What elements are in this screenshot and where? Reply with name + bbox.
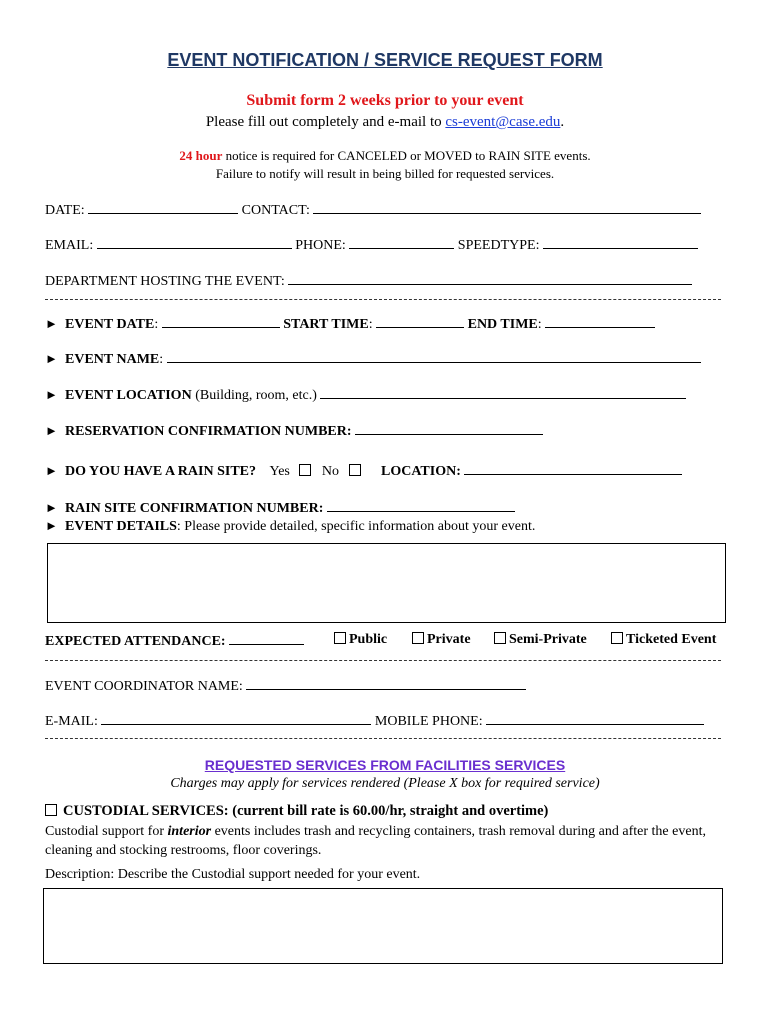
- location-label: LOCATION:: [381, 464, 461, 479]
- reservation-field[interactable]: [355, 422, 543, 435]
- custodial-description-box[interactable]: [43, 888, 723, 964]
- arrow-icon: ►: [45, 387, 58, 402]
- contact-field[interactable]: [313, 201, 701, 214]
- rain-confirmation-label: RAIN SITE CONFIRMATION NUMBER:: [65, 501, 324, 516]
- email-phone-row: [45, 236, 698, 254]
- arrow-icon: ►: [45, 423, 58, 438]
- speedtype-label: SPEEDTYPE:: [457, 238, 540, 253]
- event-details-label: EVENT DETAILS: [65, 519, 177, 534]
- event-details-box[interactable]: [47, 543, 726, 623]
- custodial-row: [45, 803, 548, 820]
- private-checkbox[interactable]: [412, 632, 424, 644]
- coordinator-email-field[interactable]: [101, 712, 371, 725]
- rain-location-field[interactable]: [464, 462, 682, 475]
- rain-site-question: DO YOU HAVE A RAIN SITE?: [65, 464, 256, 479]
- notice-hours: 24 hour: [179, 148, 223, 163]
- divider: [45, 299, 721, 300]
- fill-suffix: .: [560, 114, 565, 130]
- event-location-hint: (Building, room, etc.): [191, 388, 317, 403]
- yes-checkbox[interactable]: [299, 464, 311, 476]
- notice-text: notice is required for CANCELED or MOVED to RAIN SITE events.: [222, 148, 591, 163]
- end-time-label: END TIME: [467, 317, 538, 332]
- custodial-description: Custodial support for interior events includes trash and recycling containers, trash removal during and after the event, cleaning and stocking restrooms, floor coverings.: [45, 824, 706, 858]
- department-field[interactable]: [288, 272, 692, 285]
- semi-private-checkbox[interactable]: [494, 632, 506, 644]
- department-label: DEPARTMENT HOSTING THE EVENT:: [45, 274, 285, 289]
- event-date-row: ► EVENT DATE: START TIME: END TIME:: [45, 315, 655, 333]
- attendance-ticketed[interactable]: Ticketed Event: [611, 632, 716, 648]
- contact-label: CONTACT:: [241, 203, 310, 218]
- phone-field[interactable]: [349, 236, 454, 249]
- event-details-row: [45, 518, 535, 535]
- ticketed-checkbox[interactable]: [611, 632, 623, 644]
- rain-confirmation-row: [45, 499, 515, 517]
- event-name-field[interactable]: [167, 350, 701, 363]
- attendance-private[interactable]: Private: [412, 632, 471, 648]
- custodial-checkbox[interactable]: [45, 804, 57, 816]
- charges-note: Charges may apply for services rendered (Please X box for required service): [170, 776, 600, 791]
- arrow-icon: ►: [45, 463, 58, 478]
- divider: [45, 738, 721, 739]
- divider: [45, 660, 721, 661]
- speedtype-field[interactable]: [543, 236, 698, 249]
- cancel-notice: [0, 148, 770, 164]
- services-heading: REQUESTED SERVICES FROM FACILITIES SERVICES: [204, 757, 566, 773]
- date-field[interactable]: [88, 201, 238, 214]
- event-location-field[interactable]: [320, 386, 686, 399]
- reservation-row: [45, 422, 543, 440]
- interior-emphasis: interior: [167, 824, 212, 839]
- fill-instructions: [0, 114, 770, 131]
- coordinator-name-field[interactable]: [246, 677, 526, 690]
- yes-label: Yes: [269, 464, 290, 479]
- attendance-public[interactable]: Public: [334, 632, 387, 648]
- date-label: DATE:: [45, 203, 85, 218]
- fill-prefix: Please fill out completely and e-mail to: [205, 114, 446, 130]
- start-time-label: START TIME: [283, 317, 369, 332]
- mobile-phone-field[interactable]: [486, 712, 704, 725]
- coordinator-row: [45, 677, 526, 695]
- attendance-label: EXPECTED ATTENDANCE:: [45, 634, 226, 649]
- custodial-title: CUSTODIAL SERVICES: (current bill rate is 60.00/hr, straight and overtime): [63, 803, 549, 819]
- public-checkbox[interactable]: [334, 632, 346, 644]
- event-name-label: EVENT NAME: [65, 352, 160, 367]
- email-field[interactable]: [97, 236, 292, 249]
- rain-site-row: [45, 462, 682, 480]
- date-contact-row: [45, 201, 701, 219]
- mobile-phone-label: MOBILE PHONE:: [374, 714, 483, 729]
- end-time-field[interactable]: [545, 315, 655, 328]
- coordinator-email-label: E-MAIL:: [45, 714, 98, 729]
- phone-label: PHONE:: [295, 238, 346, 253]
- submit-deadline: Submit form 2 weeks prior to your event: [246, 92, 524, 109]
- email-link[interactable]: cs-event@case.edu: [445, 114, 561, 130]
- custodial-description-label: Description: Describe the Custodial support needed for your event.: [45, 867, 421, 882]
- event-date-label: EVENT DATE: [65, 317, 155, 332]
- arrow-icon: ►: [45, 500, 58, 515]
- form-title: EVENT NOTIFICATION / SERVICE REQUEST FORM: [167, 50, 603, 70]
- start-time-field[interactable]: [376, 315, 464, 328]
- attendance-semi-private[interactable]: Semi-Private: [494, 632, 587, 648]
- department-row: [45, 272, 692, 290]
- attendance-field[interactable]: [229, 632, 304, 645]
- event-details-hint: : Please provide detailed, specific information about your event.: [176, 519, 536, 534]
- event-location-label: EVENT LOCATION: [65, 388, 192, 403]
- email-label: EMAIL:: [45, 238, 94, 253]
- coordinator-contact-row: [45, 712, 704, 730]
- arrow-icon: ►: [45, 518, 58, 533]
- reservation-label: RESERVATION CONFIRMATION NUMBER:: [65, 424, 352, 439]
- event-location-row: [45, 386, 686, 404]
- arrow-icon: ►: [45, 351, 58, 366]
- no-label: No: [321, 464, 339, 479]
- attendance-row: [45, 632, 304, 650]
- coordinator-name-label: EVENT COORDINATOR NAME:: [45, 679, 243, 694]
- billing-notice: Failure to notify will result in being billed for requested services.: [215, 166, 555, 181]
- event-name-row: ► EVENT NAME:: [45, 350, 701, 368]
- arrow-icon: ►: [45, 316, 58, 331]
- event-date-field[interactable]: [162, 315, 280, 328]
- no-checkbox[interactable]: [349, 464, 361, 476]
- rain-confirmation-field[interactable]: [327, 499, 515, 512]
